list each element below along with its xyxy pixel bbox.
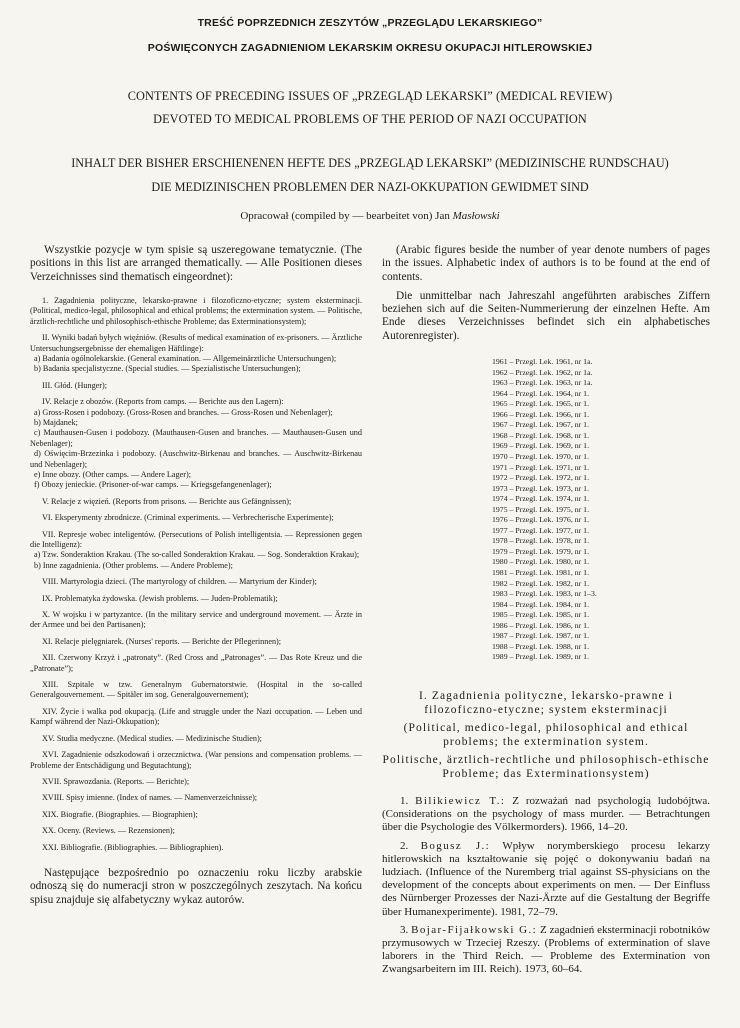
issue-year-row: 1981 – Przegl. Lek. 1981, nr 1. [492, 568, 590, 578]
issue-year-row: 1975 – Przegl. Lek. 1975, nr 1. [492, 504, 590, 514]
contents-item-title: III. Głód. (Hunger); [42, 380, 108, 390]
contents-item [30, 296, 362, 327]
issue-year-row: 1973 – Przegl. Lek. 1973, nr 1. [492, 483, 590, 493]
issue-year-row: 1986 – Przegl. Lek. 1986, nr 1. [492, 620, 590, 630]
section-heading-german: Politische, ärztlich-rechtliche und philosophisch-ethische Probleme; das Exterminationsystem) [382, 753, 710, 780]
issue-year-row: 1984 – Przegl. Lek. 1984, nr 1. [492, 599, 590, 609]
issue-year-row: 1977 – Przegl. Lek. 1977, nr 1. [492, 525, 590, 535]
issue-year-row: 1978 – Przegl. Lek. 1978, nr 1. [492, 536, 590, 546]
contents-item [30, 777, 362, 787]
bibliography-entries [382, 795, 710, 977]
bibliography-entry [382, 840, 710, 919]
entry-author: Bilikiewicz T.: [415, 794, 506, 807]
contents-item [30, 653, 362, 674]
contents-item [30, 680, 362, 701]
contents-item [30, 826, 362, 836]
contents-subitem: c) Mauthausen-Gusen i podobozy. (Mauthausen-Gusen and branches. — Mauthausen-Gusen und Nebenlager); [30, 428, 362, 448]
contents-item-title: XXI. Bibliografie. (Bibliographies. — Bibliographien). [42, 842, 224, 852]
contents-item-title: X. W wojsku i w partyzantce. (In the military service and underground movement. — Ärzte in der Armee und bei den Partisanen); [30, 610, 362, 630]
contents-item [30, 637, 362, 647]
contents-item [30, 707, 362, 728]
contents-item-title: VI. Eksperymenty zbrodnicze. (Criminal experiments. — Verbrecherische Experimente); [42, 513, 334, 523]
contents-subitem: b) Majdanek; [34, 417, 78, 427]
contents-item [30, 750, 362, 771]
compiler-prefix: Opracował (compiled by — bearbeitet von) Jan [240, 210, 450, 222]
contents-item-title: XIII. Szpitale w tzw. Generalnym Gubernatorstwie. (Hospital in the so-called Generalgouvernement. — Spitäler im sog. Generalgouvernement); [30, 680, 362, 700]
contents-item [30, 734, 362, 744]
contents-item [30, 397, 362, 491]
issue-year-row: 1983 – Przegl. Lek. 1983, nr 1–3. [492, 589, 597, 599]
thematic-contents-list [30, 296, 362, 853]
title-english-line-1: CONTENTS OF PRECEDING ISSUES OF „PRZEGLĄD LEKARSKI” (MEDICAL REVIEW) [127, 89, 613, 103]
contents-item-title: XIV. Życie i walka pod okupacją. (Life and struggle under the Nazi occupation. — Leben und Kampf während der Nazi-Okkupation); [30, 706, 362, 727]
contents-item-title: XI. Relacje pielęgniarek. (Nurses' reports. — Berichte der Pflegerinnen); [42, 636, 282, 646]
contents-subitem: b) Inne zagadnienia. (Other problems. — Andere Probleme); [34, 560, 233, 570]
issue-year-row: 1961 – Przegl. Lek. 1961, nr 1a. [492, 357, 593, 367]
issue-year-row: 1963 – Przegl. Lek. 1963, nr 1a. [492, 378, 593, 388]
contents-subitem: e) Inne obozy. (Other camps. — Andere Lager); [34, 469, 192, 479]
contents-item [30, 577, 362, 587]
contents-item-title: XVIII. Spisy imienne. (Index of names. — Namenverzeichnisse); [42, 793, 258, 803]
contents-subitem: f) Obozy jenieckie. (Prisoner-of-war camps. — Kriegsgefangenenlager); [34, 480, 272, 490]
issue-year-row: 1966 – Przegl. Lek. 1966, nr 1. [492, 409, 590, 419]
bibliography-entry [382, 924, 710, 977]
contents-item [30, 594, 362, 604]
section-heading [382, 689, 710, 781]
contents-item [30, 610, 362, 631]
contents-item-title: XIX. Biografie. (Biographies. — Biographien); [42, 809, 198, 819]
contents-item-title: IV. Relacje z obozów. (Reports from camps. — Berichte aus den Lagern): [42, 397, 284, 407]
entry-text: Z rozważań nad psychologią ludobójtwa. (Considerations on the psychology of mass murder. — Betrachtungen über die Psychologie des Völkermorders). 1966, 14–20. [382, 794, 711, 834]
entry-number: 2. [400, 839, 409, 852]
contents-item [30, 513, 362, 523]
entry-text: Wpływ norymberskiego procesu lekarzy hitlerowskich na kształtowanie się pojęć o dokonywaniu badań na ludziach. (Influence of the Nuremberg trial against SS-physicians on the development of the concepts about experiments on men. — Der Einfluss des Nürnberger Prozesses der Nazi-Ärzte auf die Gestaltung der Begriffe über Humanexperimente). 1981, 72–79. [382, 839, 710, 918]
contents-item [30, 810, 362, 820]
contents-item-title: IX. Problematyka żydowska. (Jewish problems. — Juden-Problematik); [42, 593, 278, 603]
issue-year-row: 1980 – Przegl. Lek. 1980, nr 1. [492, 557, 590, 567]
bibliography-entry [382, 795, 710, 835]
contents-subitem: a) Tzw. Sonderaktion Krakau. (The so-called Sonderaktion Krakau. — Sog. Sonderaktion Krakau); [34, 550, 360, 560]
contents-subitem: d) Oświęcim-Brzezinka i podobozy. (Auschwitz-Birkenau and branches. — Auschwitz-Birkenau und Nebenlager); [30, 449, 362, 469]
issue-year-row: 1988 – Przegl. Lek. 1988, nr 1. [492, 641, 590, 651]
contents-item [30, 381, 362, 391]
contents-item-title: XX. Oceny. (Reviews. — Rezensionen); [42, 826, 175, 836]
issue-year-list [492, 357, 710, 663]
contents-item [30, 843, 362, 853]
contents-subitem: a) Gross-Rosen i podobozy. (Gross-Rosen and branches. — Gross-Rosen und Nebenlager); [34, 407, 333, 417]
entry-number: 3. [400, 923, 409, 936]
issue-year-row: 1969 – Przegl. Lek. 1969, nr 1. [492, 441, 590, 451]
issue-year-row: 1972 – Przegl. Lek. 1972, nr 1. [492, 473, 590, 483]
section-heading-english: (Political, medico-legal, philosophical and ethical problems; the extermination system. [403, 721, 689, 748]
entry-number: 1. [400, 794, 409, 807]
contents-item-title: VII. Represje wobec inteligentów. (Persecutions of Polish intelligentsia. — Repressionen gegen die Intelligenz): [30, 529, 362, 550]
contents-item-title: XVI. Zagadnienie odszkodowań i orzecznictwa. (War pensions and compensation problems. — Probleme der Entschädigung und Begutachtung); [30, 750, 362, 770]
issue-year-row: 1968 – Przegl. Lek. 1968, nr 1. [492, 430, 590, 440]
section-heading-polish: I. Zagadnienia polityczne, lekarsko-prawne i filozoficzno-etyczne; system eksterminacji [418, 689, 674, 716]
issue-year-row: 1979 – Przegl. Lek. 1979, nr 1. [492, 546, 590, 556]
issue-year-row: 1985 – Przegl. Lek. 1985, nr 1. [492, 610, 590, 620]
contents-subitem: b) Badania specjalistyczne. (Special studies. — Spezialistische Untersuchungen); [34, 364, 301, 374]
issue-year-row: 1971 – Przegl. Lek. 1971, nr 1. [492, 462, 590, 472]
contents-item [30, 793, 362, 803]
issue-year-row: 1976 – Przegl. Lek. 1976, nr 1. [492, 515, 590, 525]
title-english-line-2: DEVOTED TO MEDICAL PROBLEMS OF THE PERIOD OF NAZI OCCUPATION [153, 112, 587, 126]
contents-item-title: II. Wyniki badań byłych więźniów. (Results of medical examination of ex-prisoners. — Ärztliche Untersuchungsergebnisse der ehemaligen Häftlinge): [30, 333, 362, 353]
title-german-line-2: DIE MEDIZINISCHEN PROBLEMEN DER NAZI-OKKUPATION GEWIDMET SIND [151, 180, 589, 194]
issue-year-row: 1987 – Przegl. Lek. 1987, nr 1. [492, 631, 590, 641]
closing-paragraph: Następujące bezpośrednio po oznaczeniu roku liczby arabskie odnoszą się do numeracji stron w poszczególnych zeszytach. Na końcu spisu znajduje się alfabetyczny wykaz autorów. [30, 866, 362, 906]
title-polish-line-2: POŚWIĘCONYCH ZAGADNIENIOM LEKARSKIM OKRESU OKUPACJI HITLEROWSKIEJ [147, 42, 593, 54]
contents-item-title: V. Relacje z więzień. (Reports from prisons. — Berichte aus Gefängnissen); [42, 496, 292, 506]
issue-year-row: 1964 – Przegl. Lek. 1964, nr 1. [492, 388, 590, 398]
compiler-name: Masłowski [452, 210, 500, 222]
entry-author: Bojar-Fijałkowski G.: [411, 923, 538, 936]
right-column [382, 244, 710, 982]
note-german: Die unmittelbar nach Jahreszahl angeführten arabisches Ziffern beziehen sich auf die Seiten-Nummerierung der einzelnen Hefte. Am Ende dieses Verzeichnisses befindet sich ein alphabetisches Autorenregister). [382, 289, 710, 342]
issue-year-row: 1974 – Przegl. Lek. 1974, nr 1. [492, 494, 590, 504]
entry-author: Bogusz J.: [420, 839, 491, 852]
title-german-line-1: INHALT DER BISHER ERSCHIENENEN HEFTE DES „PRZEGLĄD LEKARSKI” (MEDIZINISCHE RUNDSCHAU) [71, 156, 669, 170]
contents-item [30, 530, 362, 572]
contents-item-title: XVII. Sprawozdania. (Reports. — Berichte); [42, 776, 190, 786]
contents-item [30, 497, 362, 507]
note-english: (Arabic figures beside the number of year denote numbers of pages in the issues. Alphabetic index of authors is to be found at the end of contents. [382, 244, 710, 283]
issue-year-row: 1989 – Przegl. Lek. 1989, nr 1. [492, 652, 590, 662]
issue-year-row: 1967 – Przegl. Lek. 1967, nr 1. [492, 420, 590, 430]
left-column [30, 244, 362, 907]
contents-item-title: VIII. Martyrologia dzieci. (The martyrology of children. — Martyrium der Kinder); [42, 577, 317, 587]
contents-item [30, 333, 362, 375]
issue-year-row: 1982 – Przegl. Lek. 1982, nr 1. [492, 578, 590, 588]
contents-subitem: a) Badania ogólnolekarskie. (General examination. — Allgemeinärztliche Untersuchungen); [34, 353, 337, 363]
title-polish-line-1: TREŚĆ POPRZEDNICH ZESZYTÓW „PRZEGLĄDU LEKARSKIEGO” [197, 17, 543, 29]
contents-item-title: XII. Czerwony Krzyż i „patronaty”. (Red Cross and „Patronages”. — Das Rote Kreuz und die „Patronate”); [30, 653, 362, 673]
issue-year-row: 1965 – Przegl. Lek. 1965, nr 1. [492, 399, 590, 409]
compiler-credit [30, 209, 710, 223]
contents-item-title: XV. Studia medyczne. (Medical studies. — Medizinische Studien); [42, 733, 262, 743]
entry-text: Z zagadnień eksterminacji robotników przymusowych w Trzeciej Rzeszy. (Problems of extermination of slave laborers in the Third Reich. — Probleme des Extermination von Zwangsarbeitern im III. Reich). 1973, 60–64. [382, 923, 711, 976]
contents-item-title: 1. Zagadnienia polityczne, lekarsko-prawne i filozoficzno-etyczne; system eksterminacji. (Political, medico-legal, philosophical and ethical problems; the extermination system. — Politische, ärztlich-rechtliche und philosophisch-ethische Probleme; das Exterminationsystem); [30, 295, 362, 326]
issue-year-row: 1970 – Przegl. Lek. 1970, nr 1. [492, 452, 590, 461]
issue-year-row: 1962 – Przegl. Lek. 1962, nr 1a. [492, 367, 593, 377]
intro-paragraph: Wszystkie pozycje w tym spisie są uszeregowane tematycznie. (The positions in this list are arranged thematically. — Alle Positionen dieses Verzeichnisses sind thematisch eingeordnet): [30, 244, 362, 283]
